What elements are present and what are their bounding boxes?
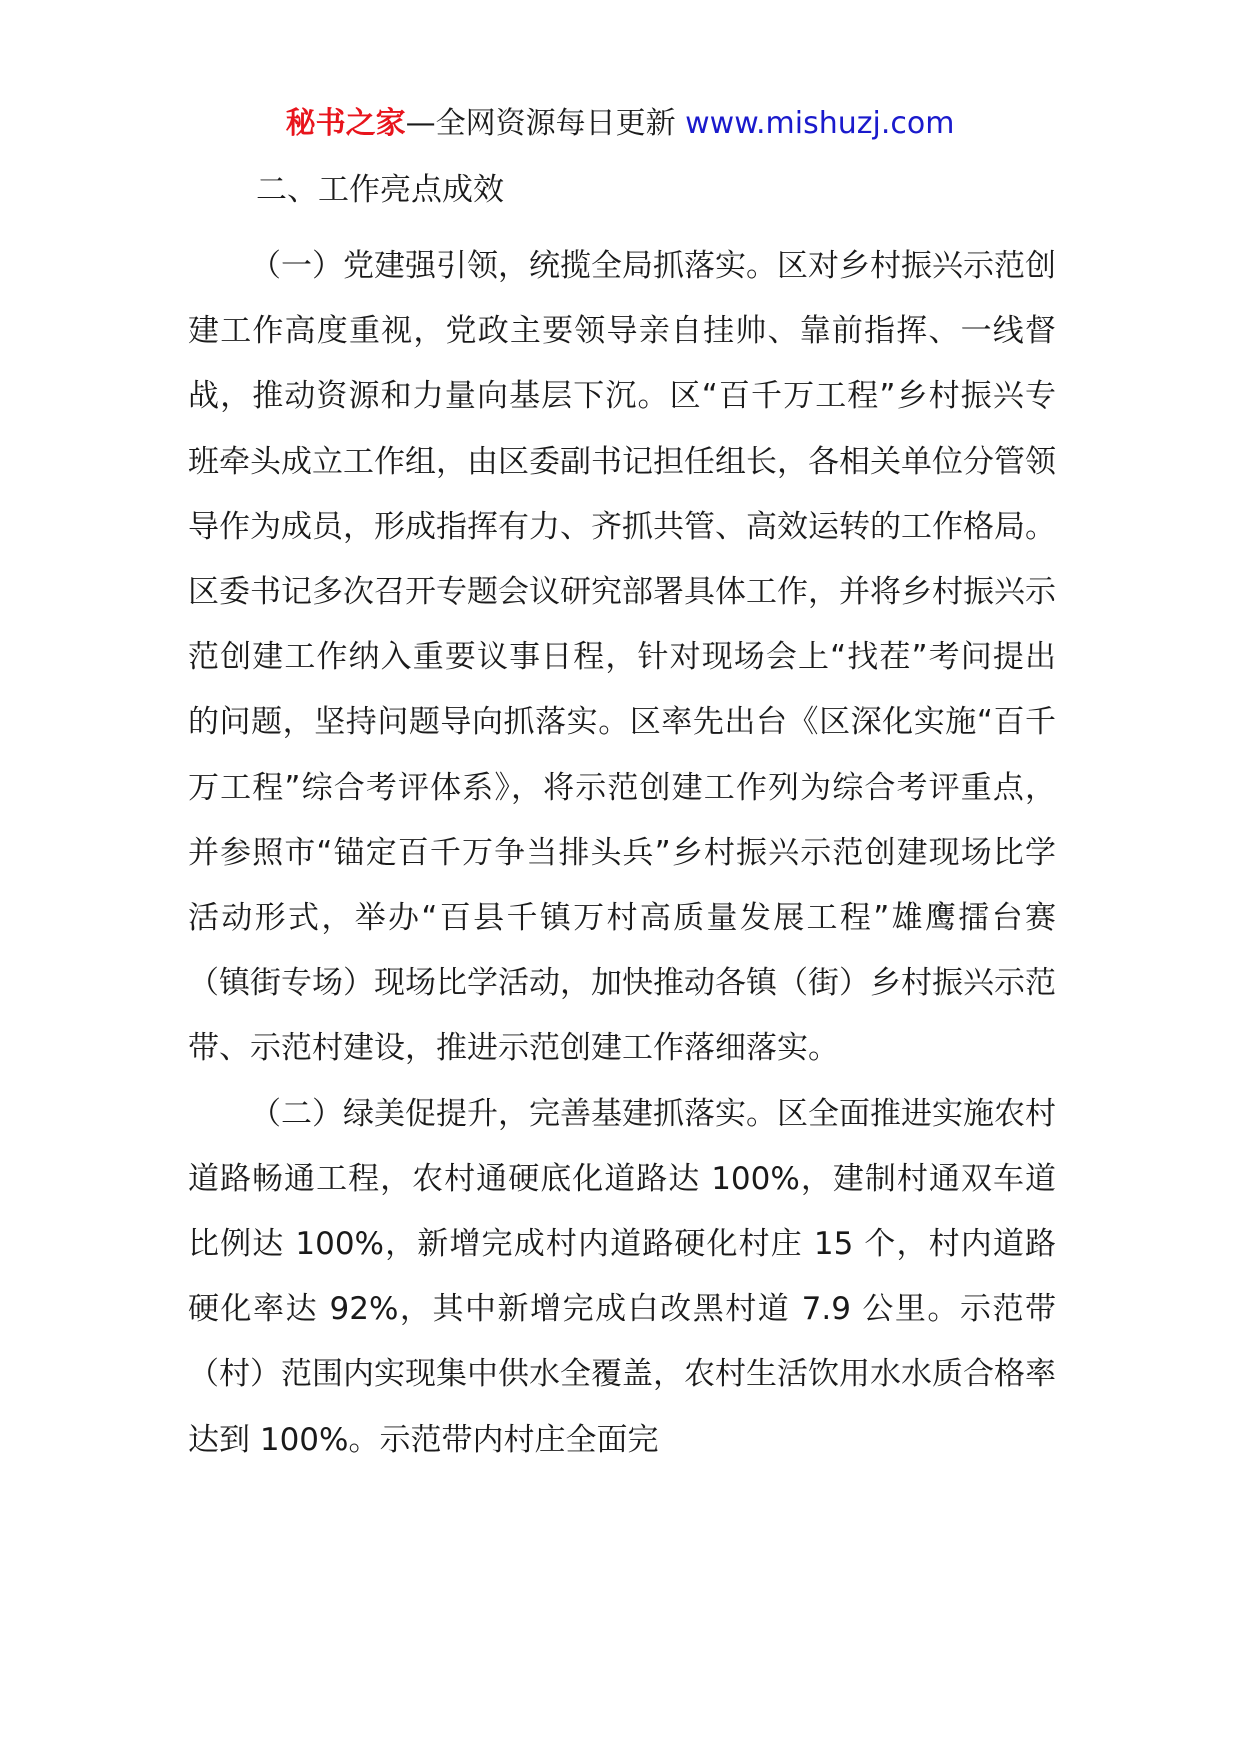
brand-name: 秘书之家 [285, 106, 406, 141]
watermark-header [0, 104, 1240, 144]
paragraph-infrastructure: （二）绿美促提升，完善基建抓落实。区全面推进实施农村道路畅通工程，农村通硬底化道路达 100%，建制村通双车道比例达 100%，新增完成村内道路硬化村庄 15 个，村内道路硬化率达 92%，其中新增完成白改黑村道 7.9 公里。示范带（村）范围内实现集中供水全覆盖，农村生活饮用水水质合格率达到 100%。示范带内村庄全面完 [188, 1095, 1056, 1458]
header-url[interactable]: www.mishuzj.com [685, 106, 955, 141]
document-body [188, 168, 1056, 1473]
header-tagline: —全网资源每日更新 [405, 106, 686, 141]
paragraph-party-building: （一）党建强引领，统揽全局抓落实。区对乡村振兴示范创建工作高度重视，党政主要领导亲自挂帅、靠前指挥、一线督战，推动资源和力量向基层下沉。区“百千万工程”乡村振兴专班牵头成立工作组，由区委副书记担任组长，各相关单位分管领导作为成员，形成指挥有力、齐抓共管、高效运转的工作格局。区委书记多次召开专题会议研究部署具体工作，并将乡村振兴示范创建工作纳入重要议事日程，针对现场会上“找茬”考问提出的问题，坚持问题导向抓落实。区率先出台《区深化实施“百千万工程”综合考评体系》，将示范创建工作列为综合考评重点，并参照市“锚定百千万争当排头兵”乡村振兴示范创建现场比学活动形式，举办“百县千镇万村高质量发展工程”雄鹰擂台赛（镇街专场）现场比学活动，加快推动各镇（街）乡村振兴示范带、示范村建设，推进示范创建工作落细落实。 [188, 248, 1056, 1067]
section-heading: 二、工作亮点成效 [256, 172, 504, 208]
